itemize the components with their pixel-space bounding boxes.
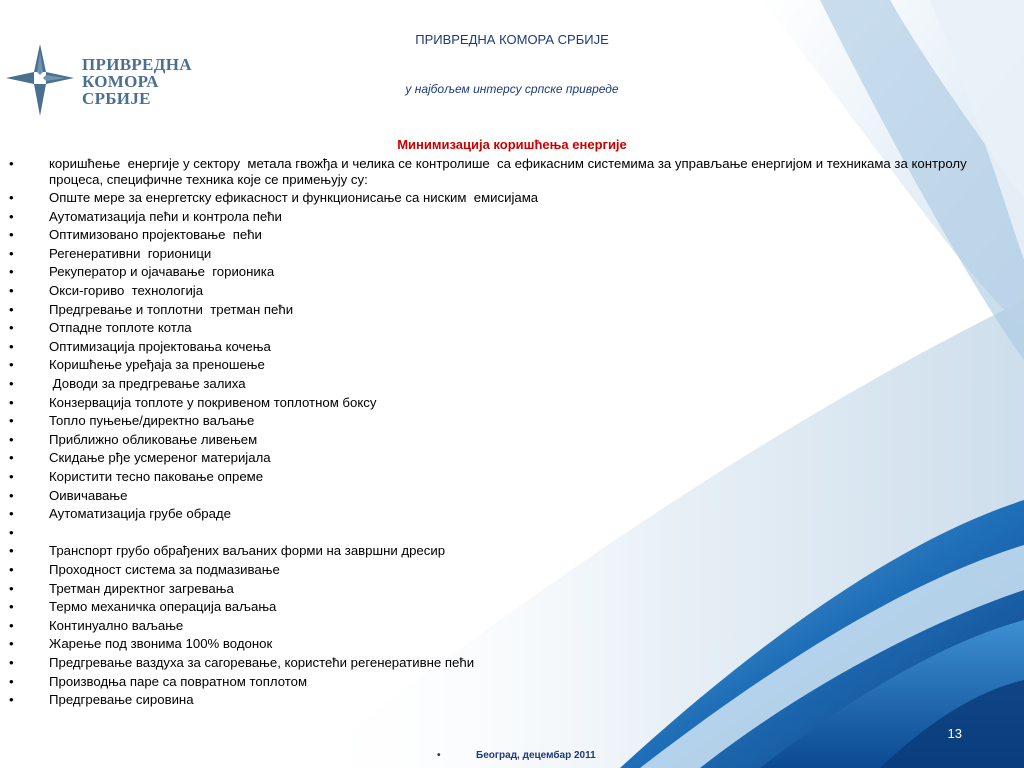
bullet-marker: • <box>9 692 14 708</box>
list-item-text: Аутоматизација грубе обраде <box>49 506 231 522</box>
list-item <box>9 190 1009 206</box>
bullet-marker: • <box>9 283 14 299</box>
list-item <box>9 543 1009 559</box>
list-item <box>9 432 1009 448</box>
bullet-marker: • <box>9 469 14 484</box>
list-item-text: Аутоматизација пећи и контрола пећи <box>49 208 282 224</box>
list-item-text: Производња паре са повратном топлотом <box>49 673 308 689</box>
bullet-marker: • <box>9 208 14 224</box>
bullet-marker: • <box>9 156 14 171</box>
bullet-marker: • <box>9 580 14 596</box>
list-item <box>9 469 1009 485</box>
list-item-text: Предгревање и топлотни третман пећи <box>49 301 294 317</box>
bullet-marker: • <box>9 376 14 392</box>
list-item-text: Доводи за предгревање залиха <box>49 376 246 392</box>
list-item-text: Приближно обликовање ливењем <box>49 431 258 447</box>
bullet-marker: • <box>9 394 14 410</box>
bullet-marker: • <box>9 413 14 429</box>
list-item-text: Оптимизовано пројектовање пећи <box>49 227 262 243</box>
slide-heading: Минимизација коришћења енергије <box>397 137 627 152</box>
bullet-marker: • <box>9 617 14 633</box>
list-item-text: Термо механичка операција ваљања <box>49 599 277 615</box>
bullet-marker: • <box>9 543 14 559</box>
list-item <box>9 227 1009 243</box>
list-item-text: Проходност система за подмазивање <box>49 561 280 577</box>
list-item <box>9 302 1009 318</box>
list-item <box>9 581 1009 597</box>
bullet-marker: • <box>9 673 14 689</box>
list-item <box>9 339 1009 355</box>
list-item <box>9 320 1009 336</box>
list-item <box>9 488 1009 504</box>
header-tagline: у најбољем интерсу српске привреде <box>405 82 619 96</box>
header-title: ПРИВРЕДНА КОМОРА СРБИЈЕ <box>415 32 609 47</box>
list-item <box>9 562 1009 578</box>
list-item <box>9 209 1009 225</box>
footer-bullet: • <box>437 750 441 761</box>
list-item <box>9 283 1009 299</box>
list-item <box>9 357 1009 373</box>
footer-text: Београд, децембар 2011 <box>476 750 596 761</box>
bullet-marker: • <box>9 431 14 447</box>
list-item-text: Третман директног загревања <box>49 580 234 596</box>
list-item-text: Жарење под звонима 100% водонок <box>49 636 273 652</box>
list-item <box>9 376 1009 392</box>
bullet-marker: • <box>9 320 14 336</box>
bullet-marker: • <box>9 506 14 522</box>
bullet-marker: • <box>9 190 14 206</box>
list-item-text: Предгревање ваздуха за сагоревање, користећи регенеративне пећи <box>49 654 475 670</box>
bullet-marker: • <box>9 264 14 280</box>
list-item-text: Коришћење уређаја за преношење <box>49 357 265 373</box>
list-item-text: Континуално ваљање <box>49 617 184 633</box>
list-item <box>9 636 1009 652</box>
list-item <box>9 264 1009 280</box>
list-item-text: Регенеративни горионици <box>49 245 212 261</box>
bullet-marker: • <box>9 636 14 652</box>
list-item <box>9 450 1009 466</box>
list-item <box>9 525 1009 541</box>
bullet-marker: • <box>9 561 14 577</box>
list-item-text: Скидање рђе усмереног материјала <box>49 450 271 466</box>
list-item-text: Рекуператор и ојачавање горионика <box>49 264 275 280</box>
list-item-text: Окси-гориво технологија <box>49 283 204 299</box>
list-item-text: Оивичавање <box>49 487 128 503</box>
logo-line-1: ПРИВРЕДНА <box>82 55 192 74</box>
bullet-marker: • <box>9 524 14 540</box>
list-item <box>9 674 1009 690</box>
list-item-text: Транспорт грубо обрађених ваљаних форми на завршни дресир <box>49 543 446 559</box>
list-item <box>9 618 1009 634</box>
list-item <box>9 506 1009 522</box>
page-number: 13 <box>947 726 962 741</box>
list-item <box>9 692 1009 708</box>
list-item-text: Топло пуњење/директно ваљање <box>49 413 255 429</box>
list-item <box>9 246 1009 262</box>
bullet-marker: • <box>9 357 14 373</box>
bullet-marker: • <box>9 599 14 615</box>
bullet-marker: • <box>9 450 14 466</box>
bullet-marker: • <box>9 654 14 670</box>
logo-line-3: СРБИЈЕ <box>82 89 151 108</box>
list-item-text: Предгревање сировина <box>49 692 194 708</box>
list-item-text: Отпадне топлоте котла <box>49 320 192 336</box>
list-item <box>9 156 1009 187</box>
bullet-marker: • <box>9 227 14 243</box>
list-item <box>9 655 1009 671</box>
bullet-marker: • <box>9 301 14 317</box>
bullet-marker: • <box>9 338 14 354</box>
list-item <box>9 413 1009 429</box>
list-item <box>9 395 1009 411</box>
logo-line-2: КОМОРА <box>82 72 159 91</box>
list-item-text: Конзервација топлоте у покривеном топлотном боксу <box>49 394 377 410</box>
list-item-text: Опште мере за енергетску ефикасност и функционисање са ниским емисијама <box>49 190 539 206</box>
list-item <box>9 599 1009 615</box>
bullet-marker: • <box>9 487 14 503</box>
bullet-list <box>9 156 1009 711</box>
list-item-text: коришћење енергије у сектору метала гвожђа и челика се контролише са ефикасним системима за управљање енергијом и техникама за контролу процеса, специфичне техника које се примењују су: <box>49 156 971 187</box>
list-item-text: Користити тесно паковање опреме <box>49 469 264 484</box>
list-item-text: Оптимизација пројектовања кочења <box>49 338 271 354</box>
bullet-marker: • <box>9 245 14 261</box>
